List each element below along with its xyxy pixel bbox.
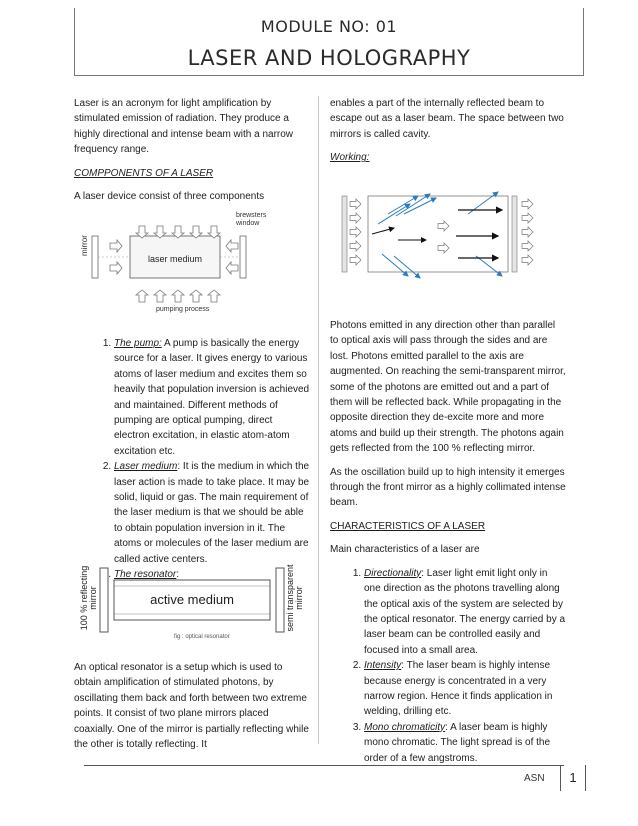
fig2-left-mirror-label: 100 % reflecting mirror bbox=[79, 565, 98, 631]
list-item bbox=[114, 336, 310, 459]
term-laser-medium: Laser medium bbox=[114, 461, 178, 473]
module-number: MODULE NO: 01 bbox=[260, 17, 398, 36]
list-item bbox=[364, 658, 566, 720]
fig2-medium-label: active medium bbox=[150, 592, 234, 607]
fig1-pumping-label: pumping process bbox=[156, 306, 210, 313]
laser-medium-text: : It is the medium in which the laser action is made to take place. It may be solid, liquid or gas. The main requirement of the laser medium is that we should be able to obtain population inversion in it. The atoms or molecules of the laser medium are called active centers. bbox=[114, 461, 310, 565]
laser-working-figure bbox=[338, 184, 558, 284]
term-pump: The pump: bbox=[114, 338, 162, 349]
fig1-window-label: brewsters window bbox=[236, 212, 267, 227]
list-item bbox=[364, 566, 566, 658]
continued-paragraph: enables a part of the internally reflected beam to escape out as a laser beam. The space between two mirrors is called cavity. bbox=[330, 98, 564, 140]
page-number: 1 bbox=[560, 765, 586, 791]
left-column bbox=[74, 96, 310, 212]
fig2-caption: fig : optical resonator bbox=[174, 634, 230, 640]
optical-resonator-figure bbox=[78, 566, 308, 644]
right-column-bottom bbox=[330, 318, 566, 766]
list-item bbox=[114, 459, 310, 567]
module-header bbox=[74, 8, 584, 76]
working-heading: Working: bbox=[330, 152, 370, 164]
working-paragraph-2: As the oscillation build up to high intensity it emerges through the front mirror as a highly collimated intense beam. bbox=[330, 466, 566, 509]
characteristics-heading: CHARACTERISTICS OF A LASER bbox=[330, 520, 486, 532]
term-directionality: Directionality bbox=[364, 567, 422, 579]
list-item bbox=[364, 720, 566, 766]
right-column-top bbox=[330, 96, 566, 174]
footer-author: ASN bbox=[524, 773, 545, 784]
resonator-paragraph-wrap bbox=[74, 660, 310, 760]
characteristics-list bbox=[330, 566, 566, 766]
fig2-right-mirror-label: semi transparent mirror bbox=[285, 564, 304, 632]
term-intensity: Intensity bbox=[364, 660, 402, 672]
components-list-wrap bbox=[74, 336, 310, 583]
intensity-text: : The laser beam is highly intense because energy is concentrated in a very narrow region. Hence it finds application in welding, drilling etc. bbox=[364, 660, 553, 718]
characteristics-intro: Main characteristics of a laser are bbox=[330, 544, 480, 556]
directionality-text: : Laser light emit light only in one direction as the photons travelling along the optical axis of the system are selected by the optical resonator. The energy carried by a laser beam can be controlled easily and focused into a small area. bbox=[364, 567, 566, 656]
components-heading: COMPPONENTS OF A LASER bbox=[74, 167, 214, 179]
components-list bbox=[74, 336, 310, 583]
term-resonator: The resonator bbox=[114, 569, 177, 581]
column-divider bbox=[318, 96, 319, 744]
working-paragraph-1: Photons emitted in any direction other than parallel to optical axis will pass through the sides and are lost. Photons emitted parallel to the axis are augmented. On reaching the semi-transparent mirror, some of the photons are emitted out and a part of them will be reflected back. While propagating in the opposite direction they de-excite more and more atoms and build up their strength. The photons again gets reflected from the 100 % reflecting mirror. bbox=[330, 320, 566, 455]
module-title: LASER AND HOLOGRAPHY bbox=[187, 46, 471, 70]
fig1-medium-label: laser medium bbox=[147, 254, 203, 264]
components-intro: A laser device consist of three components bbox=[74, 191, 265, 203]
intro-paragraph: Laser is an acronym for light amplification by stimulated emission of radiation. They produce a highly directional and intense beam with a narrow frequency range. bbox=[74, 98, 294, 156]
laser-components-figure bbox=[80, 210, 280, 314]
pump-text: A pump is basically the energy source for a laser. It gives energy to various atoms of laser medium and excites them so heavily that population inversion is achieved and maintained. Different methods of pumping are optical pumping, direct electron excitation, in elastic atom-atom excitation etc. bbox=[114, 338, 310, 457]
fig1-mirror-label: mirror bbox=[80, 235, 89, 256]
monochromaticity-text: : A laser beam is highly mono chromatic. The light spread is of the order of a few angstroms. bbox=[364, 721, 551, 764]
term-monochromaticity: Mono chromaticity bbox=[364, 721, 446, 733]
resonator-paragraph: An optical resonator is a setup which is used to obtain amplification of stimulated photons, by oscillating them back and forth between two extreme points. It consist of two plane mirrors placed coaxially. One of the mirror is partially reflecting while the other is totally reflecting. It bbox=[74, 662, 309, 751]
resonator-colon: : bbox=[176, 569, 180, 581]
footer-rule bbox=[84, 765, 564, 766]
